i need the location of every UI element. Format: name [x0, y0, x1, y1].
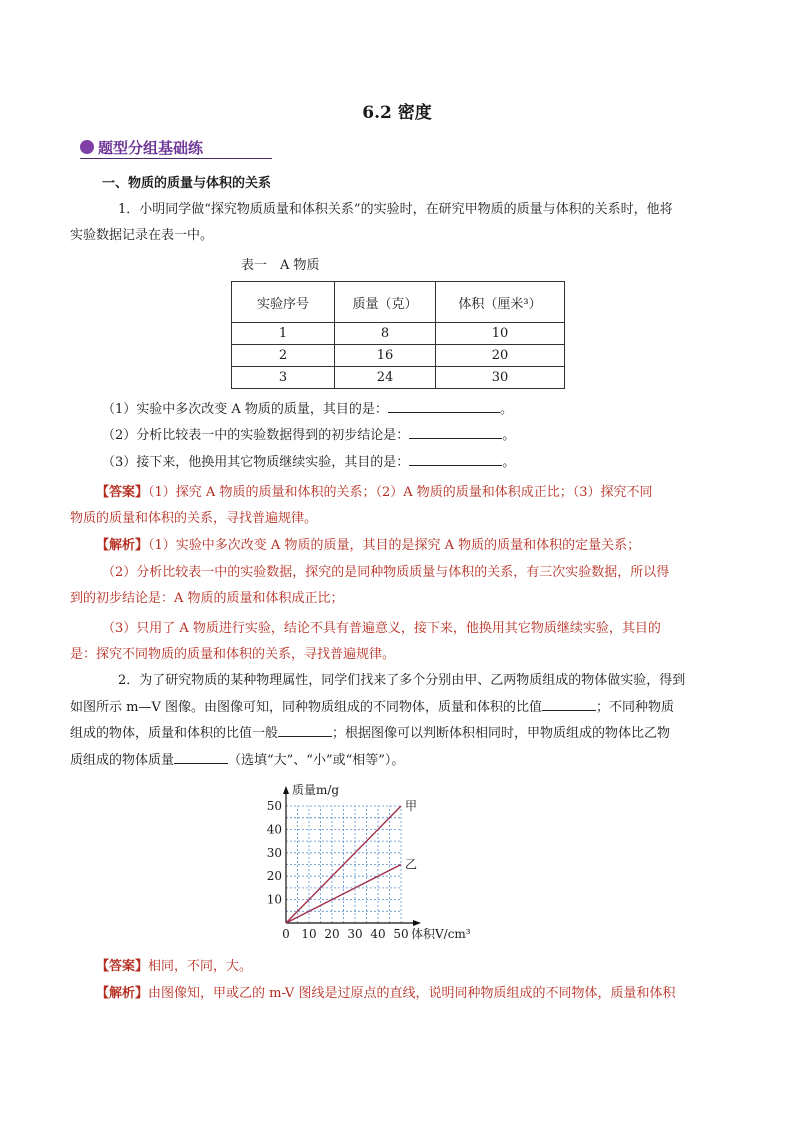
analysis-text: 由图像知，甲或乙的 m-V 图线是过原点的直线，说明同种物质组成的不同物体，质量和体积	[148, 986, 676, 1001]
q1-sub2-text: （2）分析比较表一中的实验数据得到的初步结论是：	[102, 428, 410, 443]
x-tick-label: 30	[347, 927, 363, 941]
table-caption: 表一 A 物质	[241, 258, 320, 273]
table-header-cell: 体积（厘米³）	[436, 282, 565, 323]
q1-sub3-text: （3）接下来，他换用其它物质继续实验，其目的是：	[102, 455, 410, 470]
y-tick-label: 10	[266, 892, 282, 907]
section-underline	[80, 158, 272, 159]
q1-line2: 实验数据记录在表一中。	[70, 228, 214, 243]
table-cell: 1	[232, 323, 335, 345]
data-table	[231, 281, 565, 389]
q1-analysis-line2: （2）分析比较表一中的实验数据，探究的是同种物质质量与体积的关系，有三次实验数据，所以得	[102, 565, 670, 580]
y-tick-label: 30	[266, 845, 282, 860]
q2-analysis	[96, 982, 746, 1006]
q2-line3-tail: ；根据图像可以判断体积相同时，甲物质组成的物体比乙物	[332, 726, 671, 741]
q1-answer-line1	[96, 481, 746, 505]
table-cell: 10	[436, 323, 565, 345]
q2-line4-tail: （选填“大”、“小”或“相等”）。	[228, 753, 405, 768]
table-cell: 2	[232, 345, 335, 367]
x-axis-label: 体积V/cm³	[411, 927, 471, 941]
answer-blank	[409, 451, 502, 466]
x-tick-label: 10	[301, 927, 317, 941]
page-title: 6.2 密度	[362, 103, 432, 123]
answer-blank	[409, 424, 502, 439]
q1-sub2	[102, 424, 752, 448]
y-tick-label: 20	[266, 869, 282, 884]
table-header-cell: 质量（克）	[335, 282, 436, 323]
analysis-tag: 【解析】	[96, 986, 149, 1001]
subheading: 一、物质的质量与体积的关系	[102, 176, 272, 191]
q1-analysis-line5: 是：探究不同物质的质量和体积的关系，寻找普遍规律。	[70, 647, 396, 662]
period: 。	[499, 402, 513, 417]
table-row	[232, 367, 565, 389]
answer-text: 相同，不同，大。	[148, 959, 253, 974]
x-tick-label: 0	[282, 927, 290, 941]
q2-line3	[70, 722, 720, 746]
q1-answer-line2: 物质的质量和体积的关系，寻找普遍规律。	[70, 511, 318, 526]
q1-analysis-line4: （3）只用了 A 物质进行实验，结论不具有普遍意义，接下来，他换用其它物质继续实验，其目的	[102, 621, 661, 636]
answer-blank	[542, 696, 596, 711]
x-tick-label: 40	[370, 927, 386, 941]
table-cell: 30	[436, 367, 565, 389]
analysis-text: （1）实验中多次改变 A 物质的质量，其目的是探究 A 物质的质量和体积的定量关系；	[148, 538, 641, 553]
q1-line1: 1．小明同学做“探究物质质量和体积关系”的实验时，在研究甲物质的质量与体积的关系时，他将	[118, 202, 673, 217]
q2-line2-text: 如图所示 m—V 图像。由图像可知，同种物质组成的不同物体，质量和体积的比值	[70, 700, 542, 715]
table-cell: 3	[232, 367, 335, 389]
period: 。	[502, 428, 516, 443]
q1-sub3	[102, 451, 752, 475]
x-axis-arrow-icon	[413, 920, 421, 926]
mass-volume-chart	[262, 778, 482, 948]
x-tick-label: 20	[324, 927, 340, 941]
q2-line1: 2．为了研究物质的某种物理属性，同学们找来了多个分别由甲、乙两物质组成的物体做实验，得到	[118, 673, 686, 688]
x-tick-label: 50	[393, 927, 409, 941]
answer-tag: 【答案】	[96, 485, 149, 500]
table-header-cell: 实验序号	[232, 282, 335, 323]
table-row	[232, 323, 565, 345]
table-cell: 20	[436, 345, 565, 367]
analysis-tag: 【解析】	[96, 538, 149, 553]
q2-line4	[70, 749, 720, 773]
q2-line4-text: 质组成的物体质量	[70, 753, 175, 768]
series-label: 甲	[405, 799, 418, 813]
y-tick-label: 40	[266, 822, 282, 837]
y-tick-label: 50	[266, 799, 282, 813]
table-cell: 8	[335, 323, 436, 345]
answer-text: （1）探究 A 物质的质量和体积的关系；（2）A 物质的质量和体积成正比；（3）探究不同	[148, 485, 653, 500]
answer-blank	[278, 722, 332, 737]
table-row	[232, 345, 565, 367]
section-heading-text: 题型分组基础练	[98, 139, 204, 157]
series-label: 乙	[405, 857, 418, 872]
answer-blank	[174, 749, 228, 764]
q2-line3-text: 组成的物体，质量和体积的比值一般	[70, 726, 279, 741]
q2-line2	[70, 696, 720, 720]
table-cell: 16	[335, 345, 436, 367]
table-header-row	[232, 282, 565, 323]
y-axis-arrow-icon	[283, 786, 289, 794]
y-axis-label: 质量m/g	[292, 783, 340, 797]
q2-answer	[96, 955, 746, 979]
answer-tag: 【答案】	[96, 959, 149, 974]
table-cell: 24	[335, 367, 436, 389]
q1-analysis-line1	[96, 534, 746, 558]
q1-analysis-line3: 到的初步结论是：A 物质的质量和体积成正比；	[70, 591, 344, 606]
answer-blank	[388, 398, 500, 413]
q1-sub1	[102, 398, 752, 422]
q1-sub1-text: （1）实验中多次改变 A 物质的质量，其目的是：	[102, 402, 388, 417]
period: 。	[502, 455, 516, 470]
bullet-dot-icon	[80, 140, 94, 154]
q2-line2-tail: ；不同种物质	[595, 700, 674, 715]
